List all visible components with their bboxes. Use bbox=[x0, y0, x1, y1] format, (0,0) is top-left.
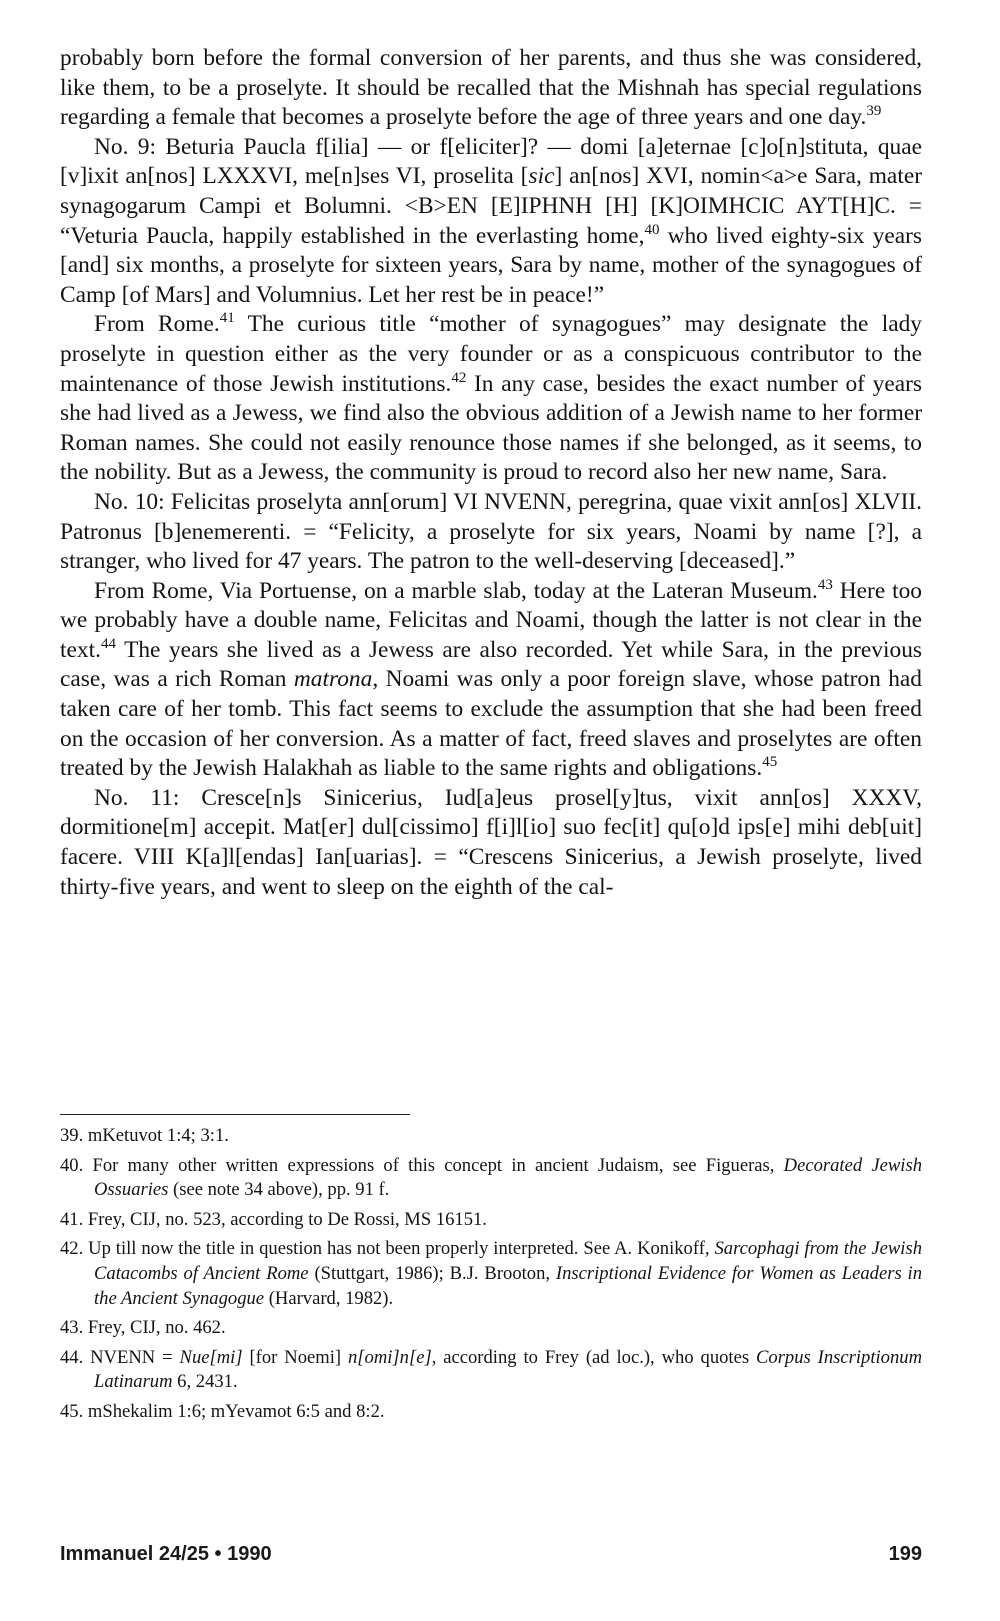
paragraph: No. 11: Cresce[n]s Sinicerius, Iud[a]eus prosel[y]tus, vixit ann[os] XXXV, dormitione[m] accepit. Mat[er] dul[cissimo] f[i]l[io] suo fec[it] qu[o]d ips[e] mihi deb[uit] facere. VIII K[a]l[endas] Ian[uarias]. = “Crescens Sinicerius, a Jewish proselyte, lived thirty-five years, and went to sleep on the eighth of the cal- bbox=[60, 784, 922, 900]
footnote: 45. mShekalim 1:6; mYevamot 6:5 and 8:2. bbox=[60, 1400, 385, 1422]
page-number: 199 bbox=[888, 1543, 922, 1565]
paragraph: probably born before the formal conversion of her parents, and thus she was considered, like them, to be a proselyte. It should be recalled that the Mishnah has special regulations regarding a female that becomes a proselyte before the age of three years and one day.$^{39}$ bbox=[60, 45, 922, 131]
paragraph: No. 10: Felicitas proselyta ann[orum] VI NVENN, peregrina, quae vixit ann[os] XLVII. Patronus [b]enemerenti. = “Felicity, a proselyte for six years, Noami by name [?], a stranger, who lived for 47 years. The patron to the well-deserving [deceased].” bbox=[60, 488, 922, 575]
footnotes bbox=[60, 1124, 922, 1430]
paragraph: From Rome.$^{41}$ The curious title “mother of synagogues” may designate the lady proselyte in question either as the very founder or as a conspicuous contributor to the maintenance of those Jewish institutions.$^{42}$ In any case, besides the exact number of years she had lived as a Jewess, we find also the obvious addition of a Jewish name to her former Roman names. She could not easily renounce those names if she belonged, as it seems, to the nobility. But as a Jewess, the community is proud to record also her new name, Sara. bbox=[60, 310, 922, 486]
footnote: 41. Frey, CIJ, no. 523, according to De Rossi, MS 16151. bbox=[60, 1208, 487, 1230]
footnote: 43. Frey, CIJ, no. 462. bbox=[60, 1317, 226, 1339]
main-text bbox=[60, 44, 922, 902]
journal-citation: Immanuel 24/25 • 1990 bbox=[60, 1543, 272, 1565]
footnote: 39. mKetuvot 1:4; 3:1. bbox=[60, 1125, 229, 1146]
paragraph: No. 9: Beturia Paucla f[ilia] — or f[eliciter]? — domi [a]eternae [c]o[n]stituta, quae [v]ixit an[nos] LXXXVI, me[n]ses VI, proselita [sic] an[nos] XVI, nomin<a>e Sara, mater synagogarum Campi et Bolumni. <B>EN [E]IPHNH [H] [K]OIMHCIC AYT[H]C. = “Veturia Paucla, happily established in the everlasting home,$^{40}$ who lived eighty-six years [and] six months, a proselyte for sixteen years, Sara by name, mother of the synagogues of Camp [of Mars] and Volumnius. Let her rest be in peace!” bbox=[60, 133, 922, 308]
footnote: 40. For many other written expressions of this concept in ancient Judaism, see Figueras, Decorated Jewish Ossuaries (see note 34 above), pp. 91 f. bbox=[60, 1154, 922, 1201]
footnote-divider bbox=[60, 1114, 410, 1115]
paragraph: From Rome, Via Portuense, on a marble slab, today at the Lateran Museum.$^{43}$ Here too we probably have a double name, Felicitas and Noami, though the latter is not clear in the text.$^{44}$ The years she lived as a Jewess are also recorded. Yet while Sara, in the previous case, was a rich Roman matrona, Noami was only a poor foreign slave, whose patron had taken care of her tomb. This fact seems to exclude the assumption that she had been freed on the occasion of her conversion. As a matter of fact, freed slaves and proselytes are often treated by the Jewish Halakhah as liable to the same rights and obligations.$^{45}$ bbox=[60, 576, 923, 782]
page-footer bbox=[60, 1543, 922, 1566]
footnote: 42. Up till now the title in question has not been properly interpreted. See A. Konikoff, Sarcophagi from the Jewish Catacombs of Ancient Rome (Stuttgart, 1986); B.J. Brooton, Inscriptional Evidence for Women as Leaders in the Ancient Synagogue (Harvard, 1982). bbox=[60, 1238, 923, 1309]
footnote: 44. NVENN = Nue[mi] [for Noemi] n[omi]n[e], according to Frey (ad loc.), who quotes Corpus Inscriptionum Latinarum 6, 2431. bbox=[60, 1346, 923, 1393]
body-paragraphs bbox=[60, 44, 922, 902]
